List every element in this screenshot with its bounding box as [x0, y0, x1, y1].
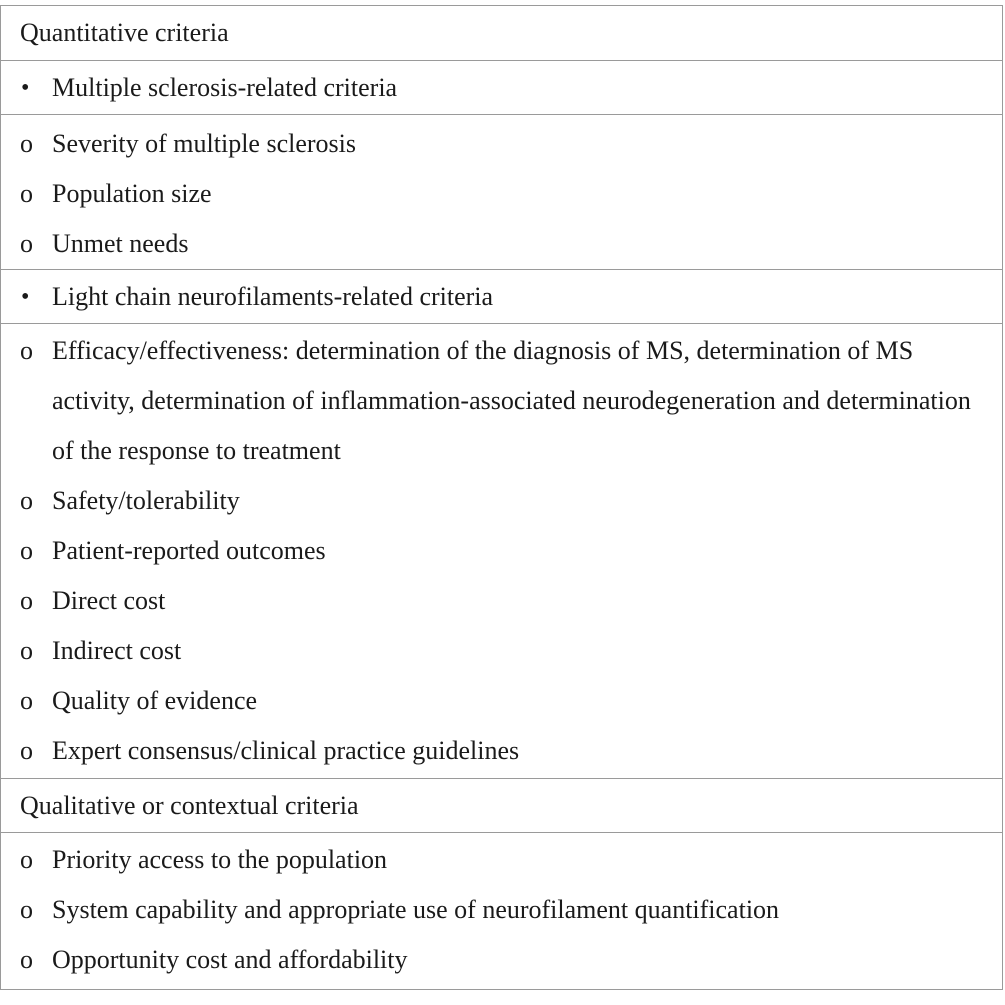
list-item [20, 270, 992, 324]
nfl-group-label: Light chain neurofilaments-related criteria [52, 282, 494, 311]
list-item-text: Efficacy/effectiveness: determination of the diagnosis of MS, determination of MS activity, determination of inflammation-associated neurodegeneration and determination of the response to treatment [52, 336, 971, 465]
list-item-text: Expert consensus/clinical practice guidelines [52, 736, 520, 765]
bullet-marker: • [21, 284, 30, 310]
sub-marker: o [20, 686, 33, 715]
list-item [20, 526, 992, 576]
list-item-text: Unmet needs [52, 229, 189, 258]
list-item [20, 326, 992, 476]
list-item [20, 576, 992, 626]
list-item [20, 119, 992, 169]
qualitative-header: Qualitative or contextual criteria [20, 791, 359, 820]
list-item [20, 219, 992, 269]
list-item-text: Direct cost [52, 586, 166, 615]
list-item-text: Opportunity cost and affordability [52, 945, 408, 974]
bullet-marker: • [21, 75, 30, 101]
list-item [20, 476, 992, 526]
list-item-text: Priority access to the population [52, 845, 388, 874]
sub-marker: o [20, 586, 33, 615]
list-item [20, 935, 992, 985]
list-item-text: System capability and appropriate use of neurofilament quantification [52, 895, 780, 924]
list-item [20, 726, 992, 776]
sub-marker: o [20, 945, 33, 974]
nfl-group-row [1, 269, 1002, 323]
ms-group-row [1, 60, 1002, 114]
sub-marker: o [20, 486, 33, 515]
sub-marker: o [20, 229, 33, 258]
list-item-text: Population size [52, 179, 212, 208]
ms-items-row [1, 114, 1002, 269]
quantitative-header-row [1, 6, 1002, 60]
list-item [20, 835, 992, 885]
list-item [20, 676, 992, 726]
list-item [20, 626, 992, 676]
list-item-text: Quality of evidence [52, 686, 258, 715]
list-item [20, 169, 992, 219]
sub-marker: o [20, 179, 33, 208]
sub-marker: o [20, 736, 33, 765]
ms-group-label: Multiple sclerosis-related criteria [52, 73, 398, 102]
list-item-text: Indirect cost [52, 636, 182, 665]
sub-marker: o [20, 536, 33, 565]
qualitative-header-row [1, 778, 1002, 832]
sub-marker: o [20, 636, 33, 665]
sub-marker: o [20, 336, 33, 365]
list-item [20, 885, 992, 935]
list-item-text: Safety/tolerability [52, 486, 240, 515]
sub-marker: o [20, 895, 33, 924]
nfl-items-row [1, 323, 1002, 778]
list-item [20, 61, 992, 115]
qualitative-items-row [1, 832, 1002, 989]
sub-marker: o [20, 129, 33, 158]
criteria-table [0, 5, 1003, 990]
quantitative-header: Quantitative criteria [20, 18, 229, 47]
list-item-text: Patient-reported outcomes [52, 536, 326, 565]
list-item-text: Severity of multiple sclerosis [52, 129, 357, 158]
sub-marker: o [20, 845, 33, 874]
